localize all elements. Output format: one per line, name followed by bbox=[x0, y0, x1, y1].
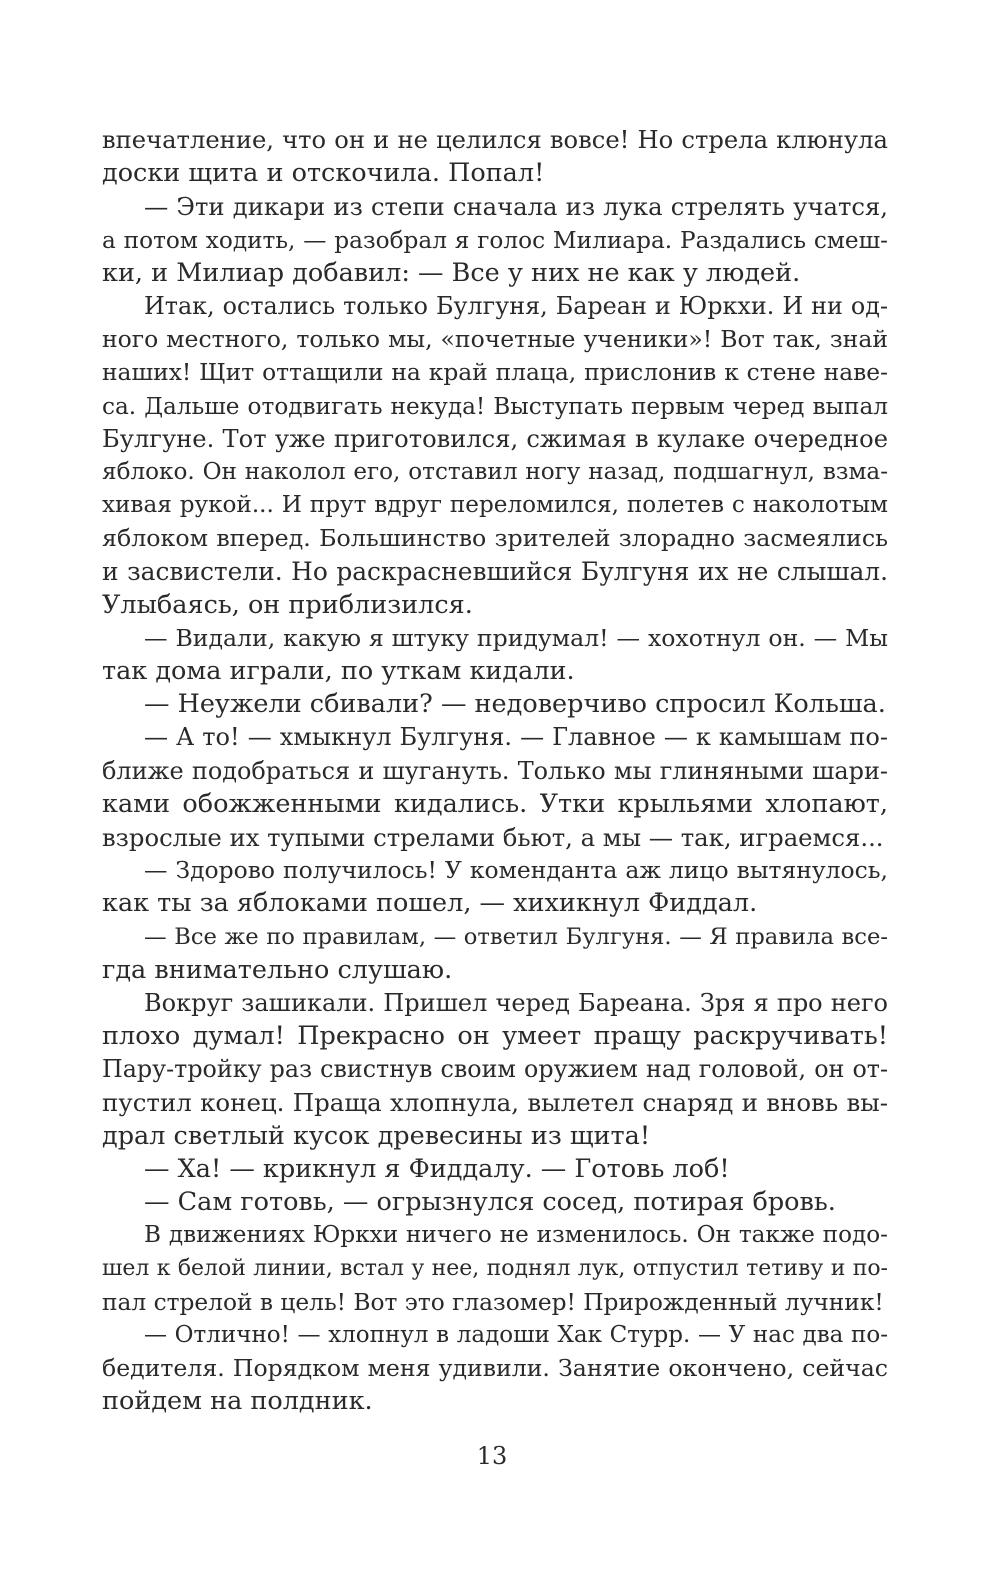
text-line: как ты за яблоками пошел, — хихикнул Фиддал. bbox=[102, 888, 758, 919]
text-line: пустил конец. Праща хлопнула, вылетел снаряд и вновь вы- bbox=[102, 1088, 888, 1118]
text-line: ного местного, только мы, «почетные ученики»! Вот так, знай bbox=[102, 325, 888, 354]
page-number: 13 bbox=[476, 1442, 508, 1470]
text-line: В движениях Юркхи ничего не изменилось. Он также подо- bbox=[144, 1222, 888, 1249]
text-line: — Эти дикари из степи сначала из лука стрелять учатся, bbox=[144, 192, 888, 222]
text-line: ки, и Милиар добавил: — Все у них не как у людей. bbox=[102, 257, 801, 288]
text-line: ками обожженными кидались. Утки крыльями хлопают, bbox=[102, 788, 888, 819]
text-line: а потом ходить, — разобрал я голос Милиара. Раздались смеш- bbox=[102, 226, 888, 254]
text-line: — Все же по правилам, — ответил Булгуня. — Я правила все- bbox=[144, 923, 888, 950]
text-line: яблоко. Он наколол его, отставил ногу назад, подшагнул, взма- bbox=[102, 458, 888, 485]
text-line: — Отлично! — хлопнул в ладоши Хак Стурр. — У нас два по- bbox=[144, 1321, 888, 1348]
text-line: са. Дальше отодвигать некуда! Выступать первым черед выпал bbox=[102, 392, 888, 420]
text-line: — Сам готовь, — огрызнулся сосед, потирая бровь. bbox=[144, 1187, 836, 1217]
text-line: так дома играли, по уткам кидали. bbox=[102, 656, 575, 686]
text-line: впечатление, что он и не целился вовсе! Но стрела клюнула bbox=[102, 126, 888, 154]
text-line: бедителя. Порядком меня удивили. Занятие окончено, сейчас bbox=[102, 1353, 888, 1382]
text-line: пойдем на полдник. bbox=[102, 1386, 373, 1417]
text-line: хивая рукой... И прут вдруг переломился, полетев с наколотым bbox=[102, 492, 888, 519]
text-line: — Здорово получилось! У коменданта аж лицо вытянулось, bbox=[144, 856, 888, 885]
text-line: пал стрелой в цель! Вот это глазомер! Прирожденный лучник! bbox=[102, 1288, 884, 1316]
text-line: Пару-тройку раз свистнув своим оружием над головой, он от- bbox=[102, 1055, 888, 1084]
text-line: доски щита и отскочила. Попал! bbox=[102, 158, 545, 189]
body-text bbox=[102, 124, 888, 1418]
text-line: — Неужели сбивали? — недоверчиво спросил Кольша. bbox=[144, 689, 886, 720]
text-line: Вокруг зашикали. Пришел черед Бареана. Зря я про него bbox=[144, 988, 888, 1017]
text-line: и засвистели. Но раскрасневшийся Булгуня их не слышал. bbox=[102, 557, 888, 587]
text-line: плохо думал! Прекрасно он умеет пращу раскручивать! bbox=[102, 1021, 888, 1052]
text-line: — А то! — хмыкнул Булгуня. — Главное — к камышам по- bbox=[144, 723, 888, 752]
text-line: ближе подобраться и шугануть. Только мы глиняными шари- bbox=[102, 756, 888, 785]
text-line: наших! Щит оттащили на край плаца, прислонив к стене наве- bbox=[102, 358, 888, 387]
text-line: драл светлый кусок древесины из щита! bbox=[102, 1120, 651, 1151]
text-line: взрослые их тупыми стрелами бьют, а мы — так, играемся... bbox=[102, 822, 884, 852]
text-line: — Видали, какую я штуку придумал! — хохотнул он. — Мы bbox=[144, 623, 888, 652]
text-line: шел к белой линии, встал у нее, поднял лук, отпустил тетиву и по- bbox=[102, 1256, 888, 1282]
text-line: — Ха! — крикнул я Фиддалу. — Готовь лоб! bbox=[144, 1153, 730, 1184]
text-line: гда внимательно слушаю. bbox=[102, 954, 453, 985]
text-line: Итак, остались только Булгуня, Бареан и Юркхи. И ни од- bbox=[144, 291, 888, 320]
text-line: Булгуне. Тот уже приготовился, сжимая в кулаке очередное bbox=[102, 424, 888, 453]
text-line: яблоком вперед. Большинство зрителей злорадно засмеялись bbox=[102, 524, 888, 553]
text-line: Улыбаясь, он приблизился. bbox=[102, 589, 473, 620]
